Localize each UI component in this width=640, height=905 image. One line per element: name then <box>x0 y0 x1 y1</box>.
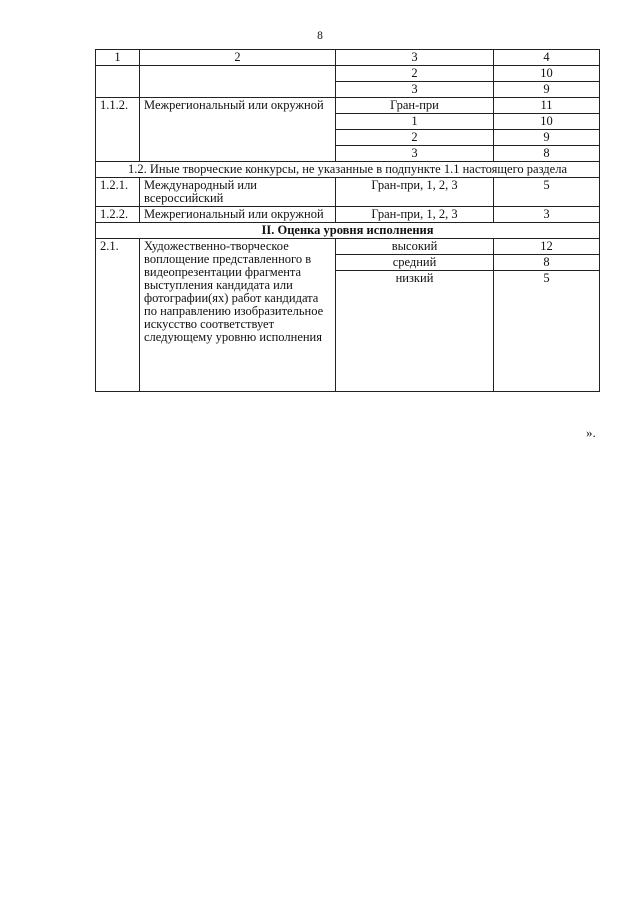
item-description: Межрегиональный или окружной <box>140 207 336 223</box>
section-row <box>96 223 600 239</box>
place-cell: 3 <box>336 146 494 162</box>
header-col-2: 2 <box>140 50 336 66</box>
points-cell: 10 <box>494 114 600 130</box>
item-number: 1.2.1. <box>96 178 140 207</box>
section-heading-ii: II. Оценка уровня исполнения <box>96 223 600 239</box>
place-cell: 1 <box>336 114 494 130</box>
item-description: Международный или всероссийский <box>140 178 336 207</box>
section-row <box>96 162 600 178</box>
item-number: 1.2.2. <box>96 207 140 223</box>
item-description: Художественно-творческое воплощение представленного в видеопрезентации фрагмента выступления кандидата или фотографии(ях) работ кандидата по направлению изобразительное искусство соответствует следующему уровню исполнения <box>140 239 336 392</box>
place-cell: 2 <box>336 66 494 82</box>
page-number: 8 <box>317 30 323 42</box>
item-description: Межрегиональный или окружной <box>140 98 336 162</box>
table-row <box>96 98 600 114</box>
table-row <box>96 66 600 82</box>
points-cell: 12 <box>494 239 600 255</box>
points-cell: 5 <box>494 178 600 207</box>
header-col-3: 3 <box>336 50 494 66</box>
closing-quote: ». <box>586 425 596 440</box>
points-cell: 10 <box>494 66 600 82</box>
level-cell: средний <box>336 255 494 271</box>
header-col-4: 4 <box>494 50 600 66</box>
table-header-row <box>96 50 600 66</box>
table-row <box>96 178 600 207</box>
place-cell: 3 <box>336 82 494 98</box>
level-cell: высокий <box>336 239 494 255</box>
criteria-table <box>95 49 600 392</box>
item-number: 1.1.2. <box>96 98 140 162</box>
place-cell: Гран-при, 1, 2, 3 <box>336 178 494 207</box>
points-cell: 5 <box>494 271 600 392</box>
level-cell: низкий <box>336 271 494 392</box>
points-cell: 8 <box>494 146 600 162</box>
points-cell: 9 <box>494 130 600 146</box>
table-row <box>96 239 600 255</box>
points-cell: 8 <box>494 255 600 271</box>
section-heading-1-2: 1.2. Иные творческие конкурсы, не указанные в подпункте 1.1 настоящего раздела <box>96 162 600 178</box>
table-row <box>96 207 600 223</box>
place-cell: 2 <box>336 130 494 146</box>
points-cell: 9 <box>494 82 600 98</box>
table-cell-empty <box>140 66 336 98</box>
place-cell: Гран-при <box>336 98 494 114</box>
table-cell-empty <box>96 66 140 98</box>
header-col-1: 1 <box>96 50 140 66</box>
points-cell: 3 <box>494 207 600 223</box>
place-cell: Гран-при, 1, 2, 3 <box>336 207 494 223</box>
points-cell: 11 <box>494 98 600 114</box>
item-number: 2.1. <box>96 239 140 392</box>
